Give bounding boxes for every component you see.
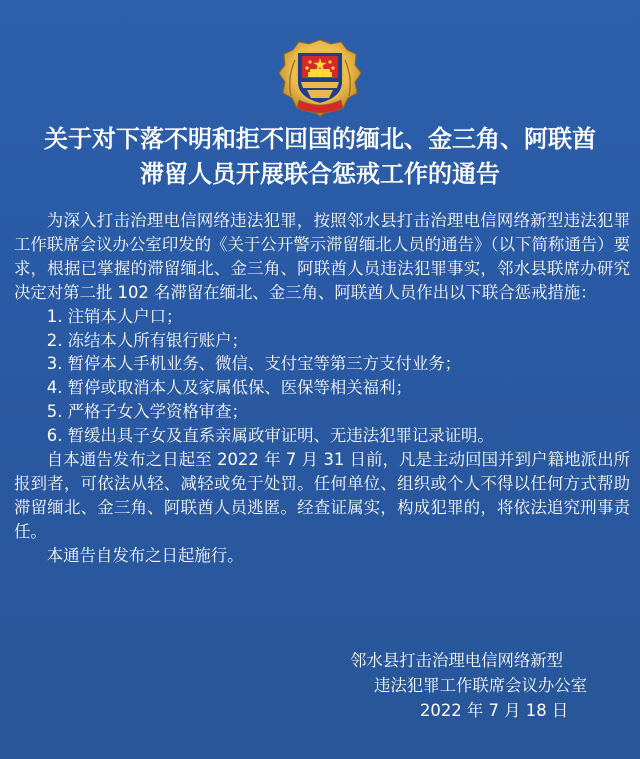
issuing-office-line2: 违法犯罪工作联席会议办公室 — [374, 676, 588, 695]
issuing-office-line1: 邻水县打击治理电信网络新型 — [350, 651, 564, 670]
notice-title-line1: 关于对下落不明和拒不回国的缅北、金三角、阿联酋 — [44, 124, 596, 153]
measure-item: 4. 暂停或取消本人及家属低保、医保等相关福利； — [46, 378, 412, 398]
measure-item: 5. 严格子女入学资格审查； — [46, 402, 248, 422]
police-emblem-icon — [277, 38, 363, 120]
measure-item: 2. 冻结本人所有银行账户； — [46, 330, 248, 350]
signature-block — [330, 648, 630, 723]
measure-item: 6. 暂缓出具子女及直系亲属政审证明、无违法犯罪记录证明。 — [46, 426, 494, 446]
effective-paragraph: 本通告自发布之日起施行。 — [46, 545, 244, 565]
issue-date: 2022 年 7 月 18 日 — [420, 701, 569, 720]
intro-paragraph: 为深入打击治理电信网络违法犯罪，按照邻水县打击治理电信网络新型违法犯罪工作联席会议办公室印发的《关于公开警示滞留缅北人员的通告》（以下简称通告）要求，根据已掌握的滞留缅北、金三角、阿联酋人员违法犯罪事实，邻水县联席办研究决定对第二批 102 名滞留在缅北、金三角、阿联酋人员作出以下联合惩戒措施： — [14, 211, 630, 302]
notice-title-line2: 滞留人员开展联合惩戒工作的通告 — [140, 159, 500, 188]
notice-body — [14, 209, 630, 568]
measure-item: 3. 暂停本人手机业务、微信、支付宝等第三方支付业务； — [46, 354, 462, 374]
measure-item: 1. 注销本人户口； — [46, 306, 183, 326]
amnesty-paragraph: 自本通告发布之日起至 2022 年 7 月 31 日前，凡是主动回国并到户籍地派出所报到者，可依法从轻、减轻或免于处罚。任何单位、组织或个人不得以任何方式帮助滞留缅北、金三角、阿联酋人员逃匿。经查证属实，构成犯罪的，将依法追究刑事责任。 — [14, 450, 630, 541]
